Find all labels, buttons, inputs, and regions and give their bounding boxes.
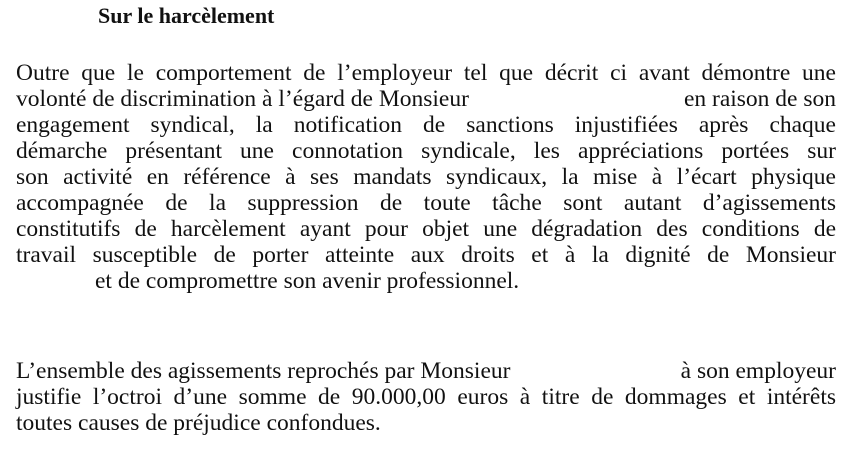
- paragraph-line: et de compromettre son avenir professionnel.: [95, 268, 520, 294]
- paragraph-line: son activité en référence à ses mandats syndicaux, la mise à l’écart physique: [16, 164, 836, 190]
- redacted-name-gap: [546, 86, 606, 112]
- text-segment: volonté de discrimination à l’égard de Monsieur: [16, 86, 469, 112]
- paragraph-line: justifie l’octroi d’une somme de 90.000,00 euros à titre de dommages et intérêts: [16, 384, 836, 410]
- redacted-name-gap: [561, 358, 631, 384]
- paragraph-line: constitutifs de harcèlement ayant pour objet une dégradation des conditions de: [16, 216, 836, 242]
- paragraph-line: toutes causes de préjudice confondues.: [16, 410, 381, 436]
- section-heading: Sur le harcèlement: [98, 3, 275, 28]
- paragraph-line: accompagnée de la suppression de toute tâche sont autant d’agissements: [16, 190, 836, 216]
- paragraph-line: [16, 358, 836, 384]
- paragraph-line: [16, 86, 836, 112]
- paragraph-line: engagement syndical, la notification de sanctions injustifiées après chaque: [16, 112, 836, 138]
- text-segment: L’ensemble des agissements reprochés par Monsieur: [16, 358, 511, 384]
- paragraph-line: travail susceptible de porter atteinte aux droits et à la dignité de Monsieur: [16, 242, 836, 268]
- paragraph-line: démarche présentant une connotation syndicale, les appréciations portées sur: [16, 138, 836, 164]
- text-segment: à son employeur: [680, 358, 836, 384]
- text-segment: en raison de son: [683, 86, 836, 112]
- paragraph-line: Outre que le comportement de l’employeur tel que décrit ci avant démontre une: [16, 60, 836, 86]
